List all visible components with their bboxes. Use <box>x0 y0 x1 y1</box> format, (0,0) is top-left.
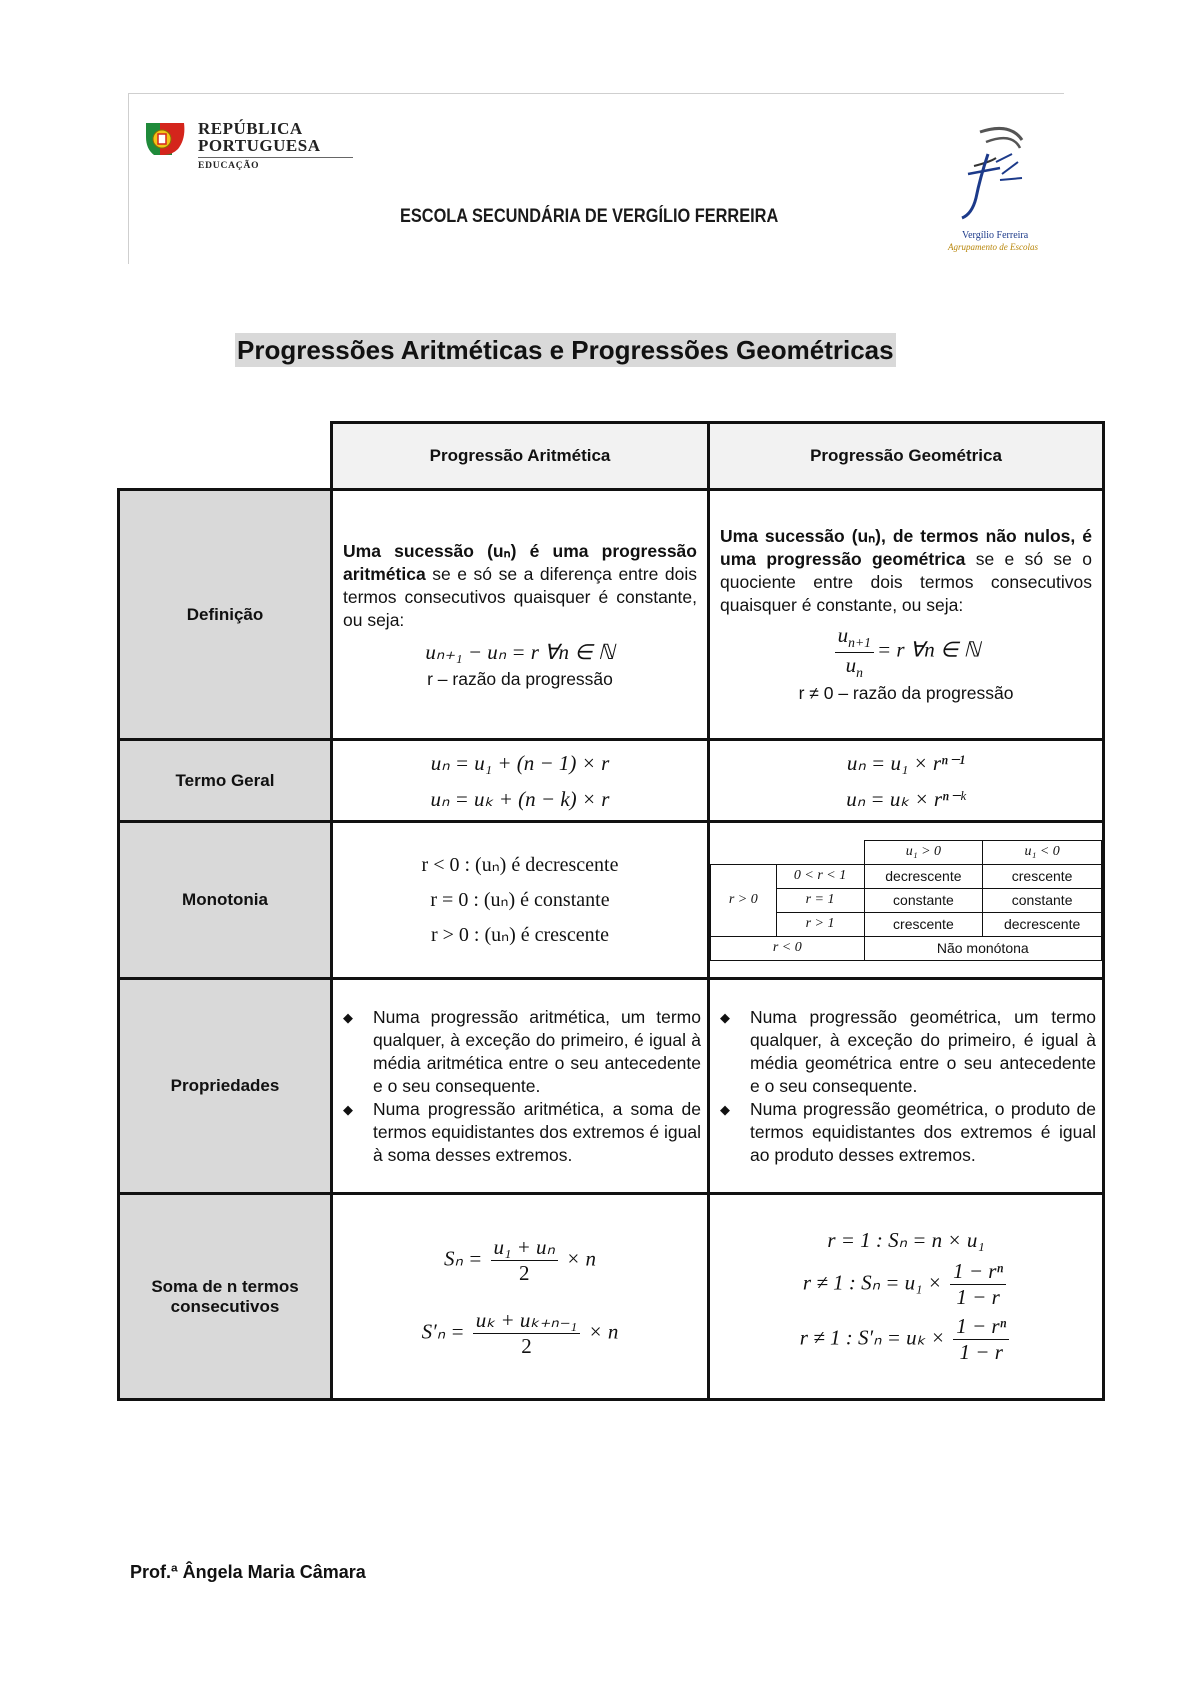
gov-line3: EDUCAÇÃO <box>198 161 260 171</box>
propriedades-pa <box>332 979 709 1194</box>
list-item: ◆ Numa progressão aritmética, a soma de termos equidistantes dos extremos é igual à soma desses extremos. <box>373 1098 701 1167</box>
mono-cond-neg: r < 0 <box>711 936 865 960</box>
soma-pg-f2-lhs: r ≠ 1 : Sₙ = u₁ × <box>802 1270 942 1295</box>
logo-line1: Vergílio Ferreira <box>962 230 1029 241</box>
soma-pa-f2-frac <box>473 1308 580 1359</box>
row-propriedades <box>119 979 1104 1194</box>
soma-pg-f3-lhs: r ≠ 1 : S′ₙ = uₖ × <box>799 1325 945 1350</box>
termo-geral-pa <box>332 740 709 822</box>
monotonia-pa-l2: r = 0 : (uₙ) é constante <box>430 888 610 911</box>
monotonia-pa-l3: r > 0 : (uₙ) é crescente <box>430 923 610 946</box>
row-label-monotonia: Monotonia <box>119 822 332 979</box>
row-label-termo-geral: Termo Geral <box>119 740 332 822</box>
soma-pg-f2-den: 1 − r <box>956 1285 1000 1309</box>
soma-pa-f1-num: u₁ + uₙ <box>491 1235 558 1261</box>
termo-geral-pg-f1: uₙ = u₁ × rⁿ⁻¹ <box>846 750 966 775</box>
propriedades-pa-list <box>333 1006 707 1167</box>
propriedades-pg <box>709 979 1104 1194</box>
definicao-pg-formula-rhs: = r ∀n ∈ ℕ <box>877 637 981 662</box>
soma-pg-f3-frac <box>953 1314 1009 1365</box>
gov-line1: REPÚBLICA <box>198 119 303 138</box>
termo-geral-pg-f2: uₙ = uₖ × rⁿ⁻ᵏ <box>846 786 966 811</box>
soma-pa <box>332 1194 709 1400</box>
row-monotonia <box>119 822 1104 979</box>
monotonia-pa <box>332 822 709 979</box>
gov-line2: PORTUGUESA <box>198 136 321 155</box>
mono-cond-2: r = 1 <box>776 888 864 912</box>
soma-pa-f1-lhs: Sₙ = <box>443 1245 483 1270</box>
mono-cond-1: 0 < r < 1 <box>776 864 864 888</box>
school-logo <box>940 118 1050 258</box>
soma-pa-f2-lhs: S′ₙ = <box>421 1318 465 1343</box>
row-definicao <box>119 490 1104 740</box>
soma-pg-f1: r = 1 : Sₙ = n × u₁ <box>827 1228 985 1252</box>
vf-logo-icon <box>940 118 1050 228</box>
soma-pa-f2-den: 2 <box>521 1333 532 1358</box>
mono-val-neg: Não monótona <box>864 936 1101 960</box>
list-item: ◆ Numa progressão geométrica, o produto de termos equidistantes dos extremos é igual ao produto desses extremos. <box>750 1098 1096 1167</box>
mono-cond-3: r > 1 <box>776 912 864 936</box>
row-label-soma: Soma de n termos consecutivos <box>119 1194 332 1400</box>
soma-pg-f3-den: 1 − r <box>959 1340 1003 1364</box>
propriedades-pg-list <box>710 1006 1102 1167</box>
monotonia-pg-table <box>710 840 1102 961</box>
definicao-pg-fraction: $\frac{u_{n+1}}{u_n}$ <box>835 623 874 680</box>
soma-pg-f3-num: 1 − rⁿ <box>953 1314 1009 1340</box>
definicao-pa-note: r – razão da progressão <box>427 668 613 689</box>
mono-head-u1-pos: u₁ > 0 <box>864 840 983 864</box>
soma-pa-f1-tail: × n <box>566 1245 597 1270</box>
soma-pa-f1-den: 2 <box>518 1260 530 1285</box>
mono-val-3b: decrescente <box>983 912 1102 936</box>
monotonia-pa-l1: r < 0 : (uₙ) é decrescente <box>421 853 619 876</box>
row-soma <box>119 1194 1104 1400</box>
definicao-pg-formula <box>720 623 1092 680</box>
termo-geral-pa-f1: uₙ = u₁ + (n − 1) × r <box>430 750 610 775</box>
definicao-pg-bold: Uma sucessão (uₙ), de termos não nulos, é uma progressão geométrica <box>720 526 1092 570</box>
mono-val-2a: constante <box>864 888 983 912</box>
definicao-pa-formula: uₙ₊₁ − uₙ = r ∀n ∈ ℕ <box>425 639 615 664</box>
list-item: ◆ Numa progressão geométrica, um termo qualquer, à exceção do primeiro, é igual à média geométrica entre o seu antecedente e o seu consequente. <box>750 1006 1096 1098</box>
school-name: ESCOLA SECUNDÁRIA DE VERGÍLIO FERREIRA <box>400 206 779 227</box>
republica-portuguesa-logo <box>142 117 372 177</box>
monotonia-pg <box>709 822 1104 979</box>
soma-pa-f2 <box>333 1308 707 1359</box>
page-title: Progressões Aritméticas e Progressões Geométricas <box>237 335 894 365</box>
soma-pa-f1-frac <box>491 1235 558 1286</box>
author-name: Prof.ª Ângela Maria Câmara <box>130 1562 366 1582</box>
mono-val-1b: crescente <box>983 864 1102 888</box>
col-head-pg: Progressão Geométrica <box>709 423 1104 490</box>
termo-geral-pg <box>709 740 1104 822</box>
definicao-pg-note: r ≠ 0 – razão da progressão <box>798 682 1014 703</box>
definicao-pg-body: se e só se o quociente entre dois termos consecutivos quaisquer é constante, ou seja: <box>720 549 1092 616</box>
soma-pg-f2 <box>710 1259 1102 1310</box>
definicao-pa-bold: Uma sucessão (uₙ) é uma progressão aritmética <box>343 540 697 584</box>
list-item: ◆ Numa progressão aritmética, um termo qualquer, à exceção do primeiro, é igual à média aritmética entre o seu antecedente e o seu consequente. <box>373 1006 701 1098</box>
row-label-propriedades: Propriedades <box>119 979 332 1194</box>
mono-val-2b: constante <box>983 888 1102 912</box>
definicao-pg <box>709 490 1104 740</box>
mono-val-3a: crescente <box>864 912 983 936</box>
mono-group-r-pos: r > 0 <box>711 864 777 936</box>
flag-emblem-icon <box>142 119 188 159</box>
soma-pg <box>709 1194 1104 1400</box>
summary-table <box>117 421 1105 1401</box>
soma-pg-f2-num: 1 − rⁿ <box>950 1259 1006 1285</box>
row-label-definicao: Definição <box>119 490 332 740</box>
row-termo-geral <box>119 740 1104 822</box>
definicao-pg-text <box>720 525 1092 617</box>
definicao-pa-body: se e só se a diferença entre dois termos consecutivos quaisquer é constante, ou seja: <box>343 563 697 630</box>
soma-pg-f2-frac <box>950 1259 1006 1310</box>
corner-cell <box>119 423 332 490</box>
definicao-pa <box>332 490 709 740</box>
definicao-pa-text <box>343 540 697 632</box>
soma-pa-f1 <box>333 1235 707 1286</box>
soma-pa-f2-tail: × n <box>588 1318 619 1343</box>
soma-pg-f3 <box>710 1314 1102 1365</box>
termo-geral-pa-f2: uₙ = uₖ + (n − k) × r <box>430 786 610 811</box>
mono-head-u1-neg: u₁ < 0 <box>983 840 1102 864</box>
logo-line2: Agrupamento de Escolas <box>948 242 1038 252</box>
col-head-pa: Progressão Aritmética <box>332 423 709 490</box>
soma-pa-f2-num: uₖ + uₖ₊ₙ₋₁ <box>473 1308 580 1334</box>
gov-divider <box>198 157 353 158</box>
header-row <box>119 423 1104 490</box>
mono-val-1a: decrescente <box>864 864 983 888</box>
